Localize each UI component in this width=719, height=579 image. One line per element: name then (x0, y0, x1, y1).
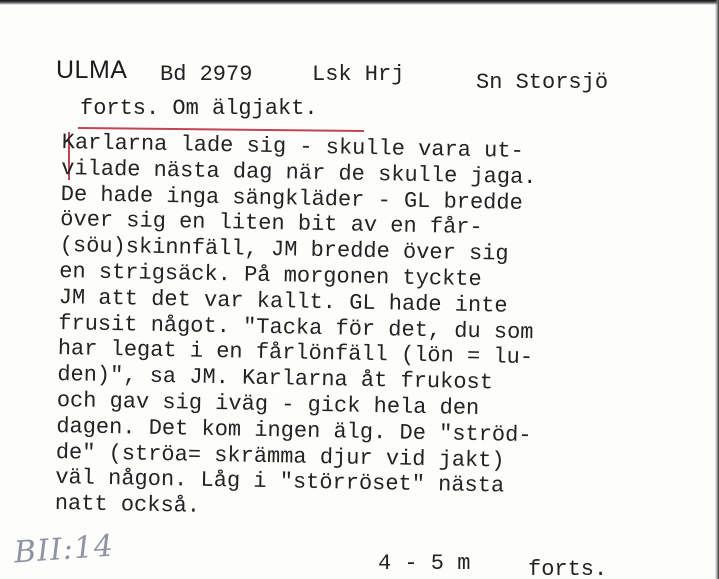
card-subtitle: forts. Om älgjakt. (80, 96, 318, 121)
body-line: den)", sa JM. Karlarna åt frukost (57, 362, 494, 396)
body-line: de" (ströa= skrämma djur vid jakt) (55, 439, 505, 474)
body-line: Karlarna lade sig - skulle vara ut- (61, 130, 524, 164)
body-line: dagen. Det kom ingen älg. De "ströd- (56, 413, 532, 448)
body-line: JM att det var kallt. GL hade inte (58, 284, 508, 319)
body-line: har legat i en fårlönfäll (lön = lu- (57, 336, 534, 371)
body-line: en strigsäck. På morgonen tyckte (59, 258, 482, 293)
card-right-edge (715, 0, 719, 579)
body-line: natt också. (54, 491, 201, 519)
body-text (55, 130, 702, 529)
volume-reference: Bd 2979 (160, 62, 253, 87)
body-line: vilade nästa dag när de skulle jaga. (61, 155, 537, 190)
card-top-edge (0, 0, 719, 5)
body-line: och gav sig iväg - gick hela den (56, 387, 480, 422)
body-line: frusit något. "Tacka för det, du som (58, 310, 534, 345)
parish-reference: Sn Storsjö (476, 70, 609, 95)
body-line: över sig en liten bit av en får- (60, 207, 483, 241)
body-line: De hade inga sängkläder - GL bredde (60, 181, 524, 216)
body-line: väl någon. Låg i "störröset" nästa (55, 465, 505, 499)
footer-page-count: 4 - 5 m (378, 551, 471, 576)
archive-name: ULMA (56, 56, 128, 84)
body-line: (söu)skinnfäll, JM bredde över sig (59, 233, 509, 267)
place-reference: Lsk Hrj (312, 62, 405, 87)
handwritten-shelf-mark: BII:14 (12, 528, 116, 571)
footer-continued: forts. (528, 557, 608, 579)
